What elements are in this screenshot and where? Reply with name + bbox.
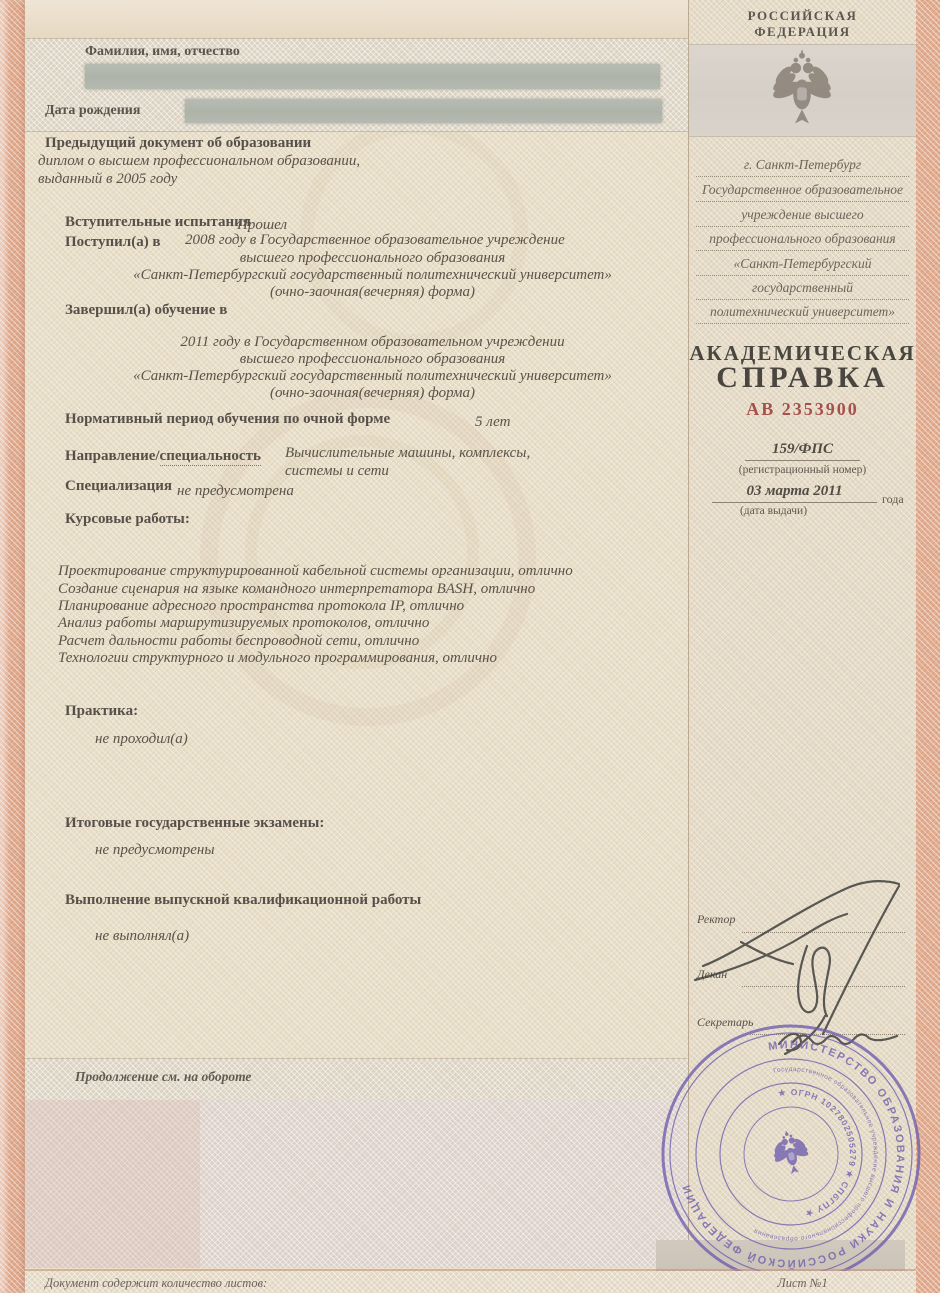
footer-sheet-number: Лист №1 — [777, 1276, 828, 1290]
dean-label: Декан — [697, 967, 728, 981]
top-strip — [25, 0, 688, 38]
previous-education-line2: выданный в 2005 году — [38, 171, 178, 187]
dean-signature — [798, 946, 830, 1016]
country-name-line1: РОССИЙСКАЯ — [747, 8, 858, 23]
institution-line: Государственное образовательное — [696, 182, 909, 202]
specialization-value: не предусмотрена — [177, 483, 294, 499]
registration-number: 159/ФПС — [745, 441, 860, 461]
dean-signature — [823, 886, 899, 1034]
lower-blank-left-tint — [25, 1100, 200, 1268]
practice-value: не проходил(а) — [95, 731, 188, 747]
name-label: Фамилия, имя, отчество — [85, 44, 240, 59]
coursework-label: Курсовые работы: — [65, 511, 190, 527]
page-border-left — [0, 0, 25, 1293]
admission-line4: (очно-заочная(вечерняя) форма) — [270, 284, 475, 300]
footer-sheet-count-label: Документ содержит количество листов: — [45, 1276, 268, 1290]
admission-line2: высшего профессионального образования — [239, 250, 506, 266]
institution-line: государственный — [696, 280, 909, 300]
qualification-work-label: Выполнение выпускной квалификационной работы — [65, 892, 422, 908]
institution-line: учреждение высшего — [696, 207, 909, 227]
secretary-label: Секретарь — [697, 1015, 754, 1029]
rector-label: Ректор — [697, 912, 736, 926]
admission-line1: 2008 году в Государственное образовательное учреждение — [185, 232, 565, 248]
coursework-item: Анализ работы маршрутизируемых протоколов, отлично — [58, 615, 430, 631]
redacted-birthdate-bar — [185, 99, 662, 123]
previous-education-line1: диплом о высшем профессиональном образовании, — [38, 153, 361, 169]
stamp-middle-text: Государственное образовательное учреждение высшего профессионального образования — [752, 1065, 880, 1243]
completion-line1: 2011 году в Государственном образовательном учреждении — [180, 334, 565, 350]
issue-date: 03 марта 2011 — [712, 483, 877, 503]
specialty-label — [65, 448, 261, 465]
normative-period-value: 5 лет — [475, 414, 511, 430]
stamp-seal — [655, 1018, 927, 1290]
state-exams-value: не предусмотрены — [95, 842, 215, 858]
issue-date-caption: (дата выдачи) — [739, 505, 808, 517]
state-exams-label: Итоговые государственные экзамены: — [65, 815, 325, 831]
completion-label: Завершил(а) обучение в — [65, 302, 228, 318]
issue-date-suffix: года — [882, 492, 904, 506]
watermark-circle-large — [200, 390, 536, 726]
continuation-note: Продолжение см. на обороте — [75, 1069, 252, 1084]
coursework-item: Проектирование структурированной кабельной системы организации, отлично — [58, 563, 573, 579]
completion-line3: «Санкт-Петербургский государственный политехнический университет» — [133, 368, 612, 384]
specialty-label-plain: Направление/ — [65, 448, 160, 464]
coat-of-arms-icon — [757, 46, 847, 134]
completion-line4: (очно-заочная(вечерняя) форма) — [270, 385, 475, 401]
specialty-label-underlined: специальность — [159, 448, 261, 464]
registration-caption: (регистрационный номер) — [738, 464, 867, 476]
normative-period-label: Нормативный период обучения по очной форме — [65, 411, 391, 427]
previous-education-label: Предыдущий документ об образовании — [45, 135, 312, 151]
coursework-item: Планирование адресного пространства протокола IP, отлично — [58, 598, 465, 614]
serial-number: АВ 2353900 — [746, 399, 859, 419]
entrance-exams-value: Прошел — [237, 217, 287, 233]
doc-type-line2: СПРАВКА — [716, 361, 889, 394]
admission-label: Поступил(а) в — [65, 234, 161, 250]
institution-line: политехнический университет» — [696, 304, 909, 324]
practice-label: Практика: — [65, 703, 139, 719]
specialty-line2: системы и сети — [285, 463, 389, 479]
institution-line: профессионального образования — [696, 231, 909, 251]
country-name-line2: ФЕДЕРАЦИЯ — [754, 24, 851, 39]
stamp-eagle-icon — [768, 1127, 813, 1177]
coursework-item: Создание сценария на языке командного интерпретатора BASH, отлично — [58, 581, 536, 597]
admission-line3: «Санкт-Петербургский государственный политехнический университет» — [133, 267, 612, 283]
doc-type-line1: АКАДЕМИЧЕСКАЯ — [689, 341, 916, 365]
specialty-line1: Вычислительные машины, комплексы, — [285, 445, 531, 461]
rector-signature — [703, 881, 899, 966]
qualification-work-value: не выполнял(а) — [95, 928, 190, 944]
institution-city: г. Санкт-Петербург — [696, 157, 909, 177]
redacted-name-bar — [85, 64, 660, 89]
institution-line: «Санкт-Петербургский — [696, 256, 909, 276]
coursework-item: Технологии структурного и модульного программирования, отлично — [58, 650, 498, 666]
birthdate-label: Дата рождения — [45, 103, 141, 118]
coursework-item: Расчет дальности работы беспроводной сети, отлично — [58, 633, 420, 649]
completion-line2: высшего профессионального образования — [239, 351, 506, 367]
stamp-inner-text: ★ ОГРН 1027802505279 ★ СПбГПУ ★ — [777, 1086, 859, 1220]
stamp-outer-text: МИНИСТЕРСТВО ОБРАЗОВАНИЯ И НАУКИ РОССИЙСКОЙ ФЕДЕРАЦИИ — [680, 1038, 907, 1270]
entrance-exams-label: Вступительные испытания — [65, 214, 251, 230]
specialization-label: Специализация — [65, 478, 173, 494]
